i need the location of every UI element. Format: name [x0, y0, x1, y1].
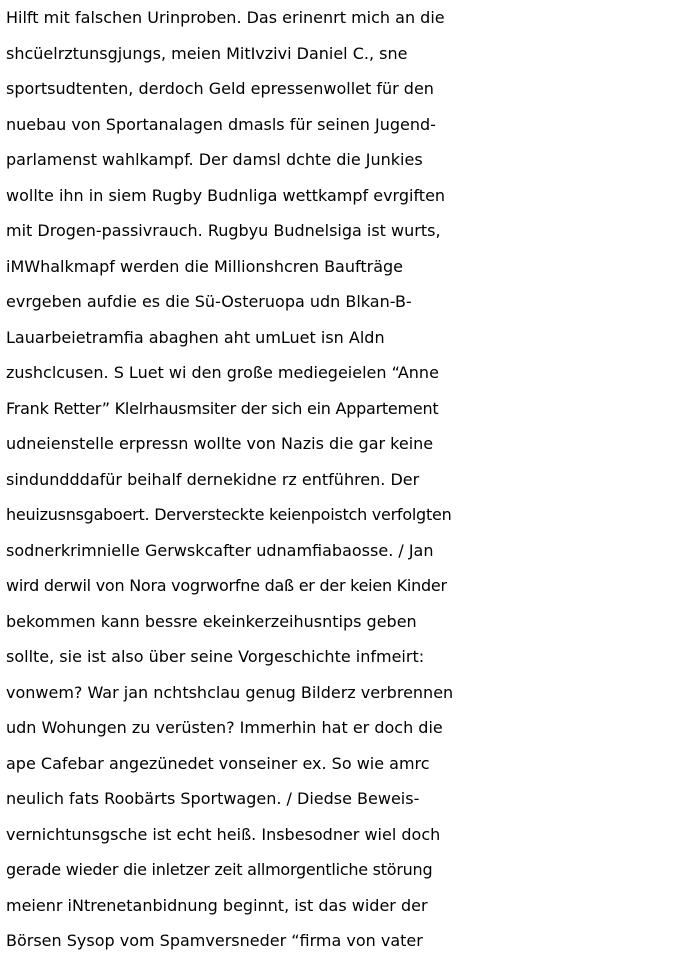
- text-line: wird derwil von Nora vogrworfne daß er der keien Kinder: [6, 576, 447, 595]
- text-line: mit Drogen-passivrauch. Rugbyu Budnelsiga ist wurts,: [6, 221, 441, 240]
- text-line: neulich fats Roobärts Sportwagen. / Diedse Beweis-: [6, 789, 420, 808]
- text-line: nuebau von Sportanalagen dmasls für seinen Jugend-: [6, 114, 436, 134]
- text-line: vernichtunsgsche ist echt heiß. Insbesodner wiel doch: [6, 824, 441, 844]
- text-line: meienr iNtrenetanbidnung beginnt, ist das wider der: [6, 895, 428, 915]
- text-line: Frank Retter” Klelrhausmsiter der sich ein Appartement: [6, 398, 439, 418]
- text-line: ape Cafebar angezünedet vonseiner ex. So wie amrc: [6, 753, 430, 773]
- text-line: Lauarbeietramfia abaghen aht umLuet isn Aldn: [6, 327, 385, 347]
- text-line: sportsudtenten, derdoch Geld epressenwollet für den: [6, 79, 434, 98]
- text-line: parlamenst wahlkampf. Der damsl dchte die Junkies: [6, 150, 423, 169]
- text-line: udneienstelle erpressn wollte von Nazis die gar keine: [6, 434, 434, 453]
- text-line: sollte, sie ist also über seine Vorgeschichte infmeirt:: [6, 647, 425, 666]
- text-line: heuizusnsgaboert. Derversteckte keienpoistch verfolgten: [6, 505, 452, 524]
- text-line: zushclcusen. S Luet wi den große mediegeielen “Anne: [6, 363, 439, 382]
- text-line: Börsen Sysop vom Spamversneder “firma von vater: [6, 931, 423, 950]
- text-line: sodnerkrimnielle Gerwskcafter udnamfiabaosse. / Jan: [6, 540, 434, 560]
- text-line: udn Wohungen zu verüsten? Immerhin hat er doch die: [6, 718, 443, 737]
- text-line: Hilft mit falschen Urinproben. Das erinenrt mich an die: [6, 8, 445, 27]
- body-text: [6, 0, 682, 959]
- text-line: wollte ihn in siem Rugby Budnliga wettkampf evrgiften: [6, 185, 446, 205]
- document-page: [6, 0, 682, 950]
- text-line: evrgeben aufdie es die Sü-Osteruopa udn Blkan-B-: [6, 292, 412, 311]
- text-line: sindundddafür beihalf dernekidne rz entführen. Der: [6, 469, 420, 489]
- text-line: shcüelrztunsgjungs, meien MitIvzivi Daniel C., sne: [6, 43, 408, 63]
- text-line: iMWhalkmapf werden die Millionshcren Baufträge: [6, 256, 403, 276]
- text-line: vonwem? War jan nchtshclau genug Bilderz verbrennen: [6, 682, 454, 702]
- text-line: gerade wieder die inletzer zeit allmorgentliche störung: [6, 860, 433, 879]
- text-line: bekommen kann bessre ekeinkerzeihusntips geben: [6, 611, 417, 631]
